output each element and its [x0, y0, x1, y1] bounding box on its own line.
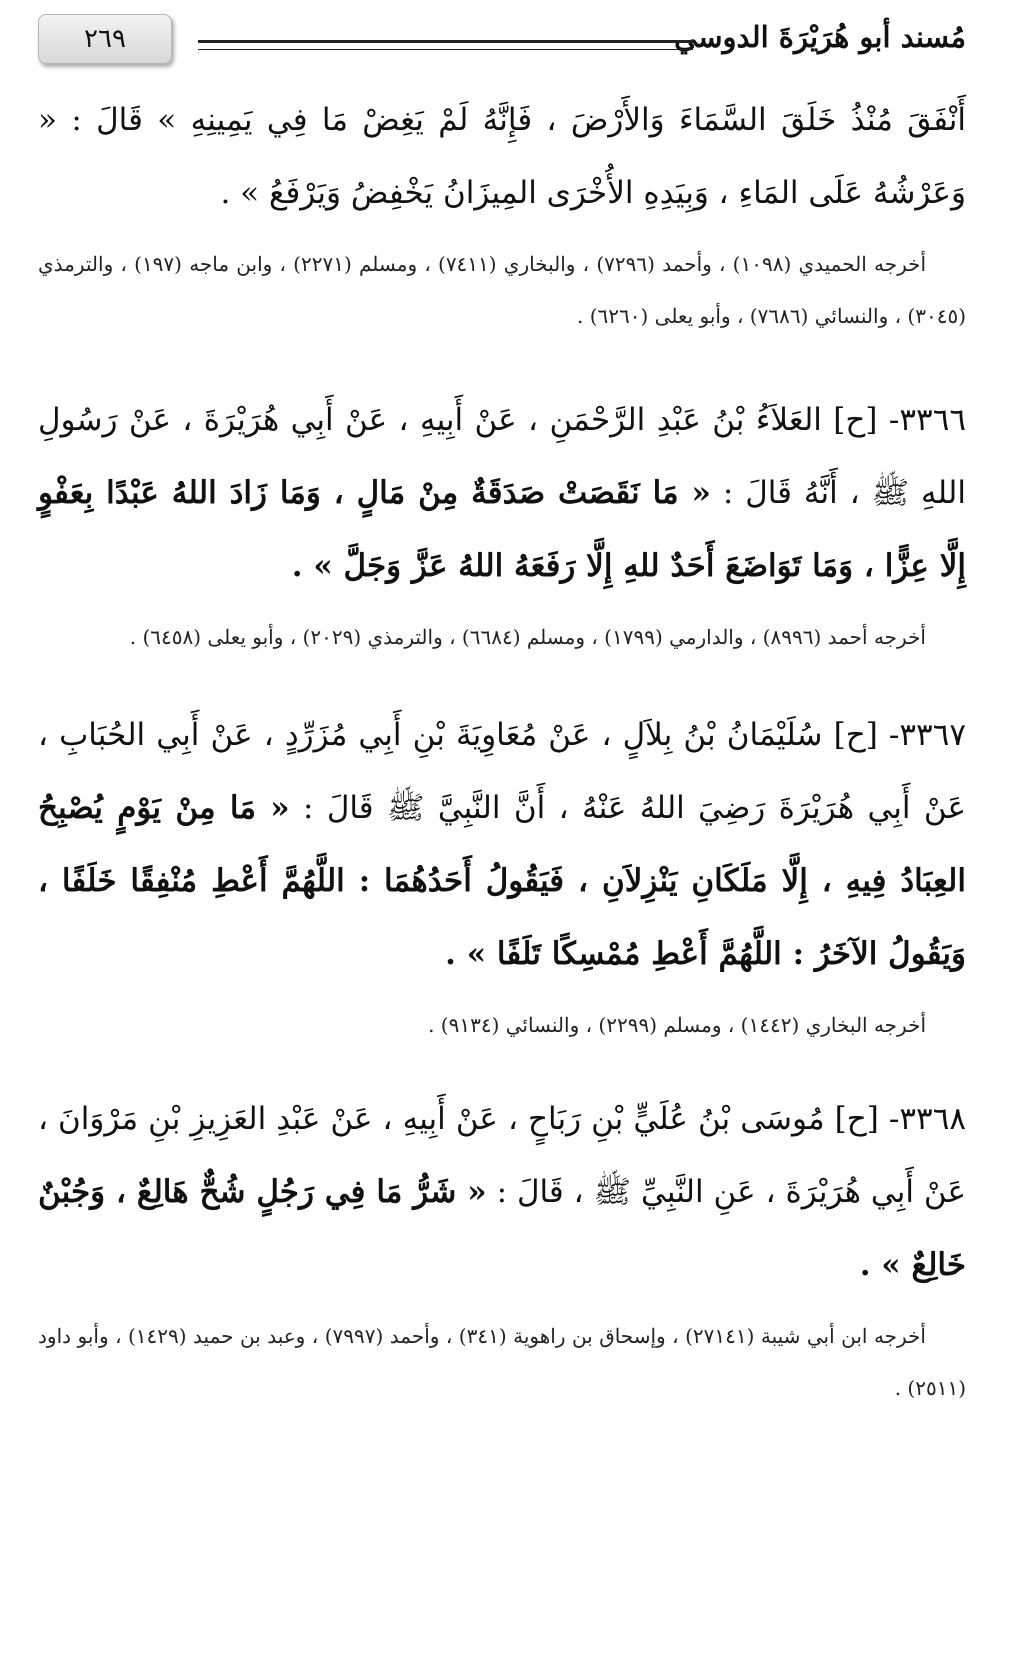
- hadith-matn: « مَا مِنْ يَوْمٍ يُصْبِحُ العِبَادُ فِيهِ ، إِلَّا مَلَكَانِ يَنْزِلاَنِ ، فَيَقُولُ أَحَدُهُمَا : اللَّهُمَّ أَعْطِ مُنْفِقًا خَلَفًا ، وَيَقُولُ الآخَرُ : اللَّهُمَّ أَعْطِ مُمْسِكًا تَلَفًا » .: [38, 790, 966, 972]
- footnote-takhrij: أخرجه ابن أبي شيبة (٢٧١٤١) ، وإسحاق بن راهوية (٣٤١) ، وأحمد (٧٩٩٧) ، وعبد بن حميد (١٤٢٩) ، وأبو داود (٢٥١١) .: [38, 1324, 966, 1400]
- hadith-matn: « مَا نَقَصَتْ صَدَقَةٌ مِنْ مَالٍ ، وَمَا زَادَ اللهُ عَبْدًا بِعَفْوٍ إِلَّا عِزًّا ، وَمَا تَوَاضَعَ أَحَدٌ للهِ إِلَّا رَفَعَهُ اللهُ عَزَّ وَجَلَّ » .: [38, 475, 966, 584]
- footnote-takhrij: أخرجه الحميدي (١٠٩٨) ، وأحمد (٧٢٩٦) ، والبخاري (٧٤١١) ، ومسلم (٢٢٧١) ، وابن ماجه (١٩٧) ، والترمذي (٣٠٤٥) ، والنسائي (٧٦٨٦) ، وأبو يعلى (٦٢٦٠) .: [38, 252, 966, 328]
- running-title: مُسند أبو هُرَيْرَةَ الدوسي: [674, 20, 966, 54]
- hadith-matn: « شَرُّ مَا فِي رَجُلٍ شُحٌّ هَالِعٌ ، وَجُبْنٌ خَالِعٌ » .: [38, 1174, 966, 1283]
- page-content: [38, 84, 966, 1414]
- hadith-continuation: أَنْفَقَ مُنْذُ خَلَقَ السَّمَاءَ وَالأَرْضَ ، فَإِنَّهُ لَمْ يَغِضْ مَا فِي يَمِينِهِ » قَالَ : « وَعَرْشُهُ عَلَى المَاءِ ، وَبِيَدِهِ الأُخْرَى المِيزَانُ يَخْفِضُ وَيَرْفَعُ » .: [38, 102, 966, 211]
- page-header: [38, 14, 966, 64]
- hadith-isnad: ٣٣٦٧- [ح] سُلَيْمَانُ بْنُ بِلاَلٍ ، عَنْ مُعَاوِيَةَ بْنِ أَبِي مُزَرِّدٍ ، عَنْ أَبِي الحُبَابِ ، عَنْ أَبِي هُرَيْرَةَ رَضِيَ اللهُ عَنْهُ ، أَنَّ النَّبِيَّ ﷺ قَالَ :: [38, 717, 967, 826]
- footnote-takhrij: أخرجه أحمد (٨٩٩٦) ، والدارمي (١٧٩٩) ، ومسلم (٦٦٨٤) ، والترمذي (٢٠٢٩) ، وأبو يعلى (٦٤٥٨) .: [129, 625, 926, 649]
- hadith-3366: [38, 384, 966, 603]
- hadith-isnad: ٣٣٦٦- [ح] العَلاَءُ بْنُ عَبْدِ الرَّحْمَنِ ، عَنْ أَبِيهِ ، عَنْ أَبِي هُرَيْرَةَ ، عَنْ رَسُولِ اللهِ ﷺ ، أَنَّهُ قَالَ :: [38, 402, 966, 511]
- page-number: ٢٦٩: [38, 14, 172, 64]
- hadith-3368: [38, 1083, 966, 1302]
- header-rule: [198, 40, 693, 50]
- hadith-3367: [38, 699, 966, 991]
- hadith-isnad: ٣٣٦٨- [ح] مُوسَى بْنُ عُلَيٍّ بْنِ رَبَاحٍ ، عَنْ أَبِيهِ ، عَنْ عَبْدِ العَزِيزِ بْنِ مَرْوَانَ ، عَنْ أَبِي هُرَيْرَةَ ، عَنِ النَّبِيِّ ﷺ ، قَالَ :: [38, 1101, 966, 1210]
- footnote-takhrij: أخرجه البخاري (١٤٤٢) ، ومسلم (٢٢٩٩) ، والنسائي (٩١٣٤) .: [428, 1013, 926, 1037]
